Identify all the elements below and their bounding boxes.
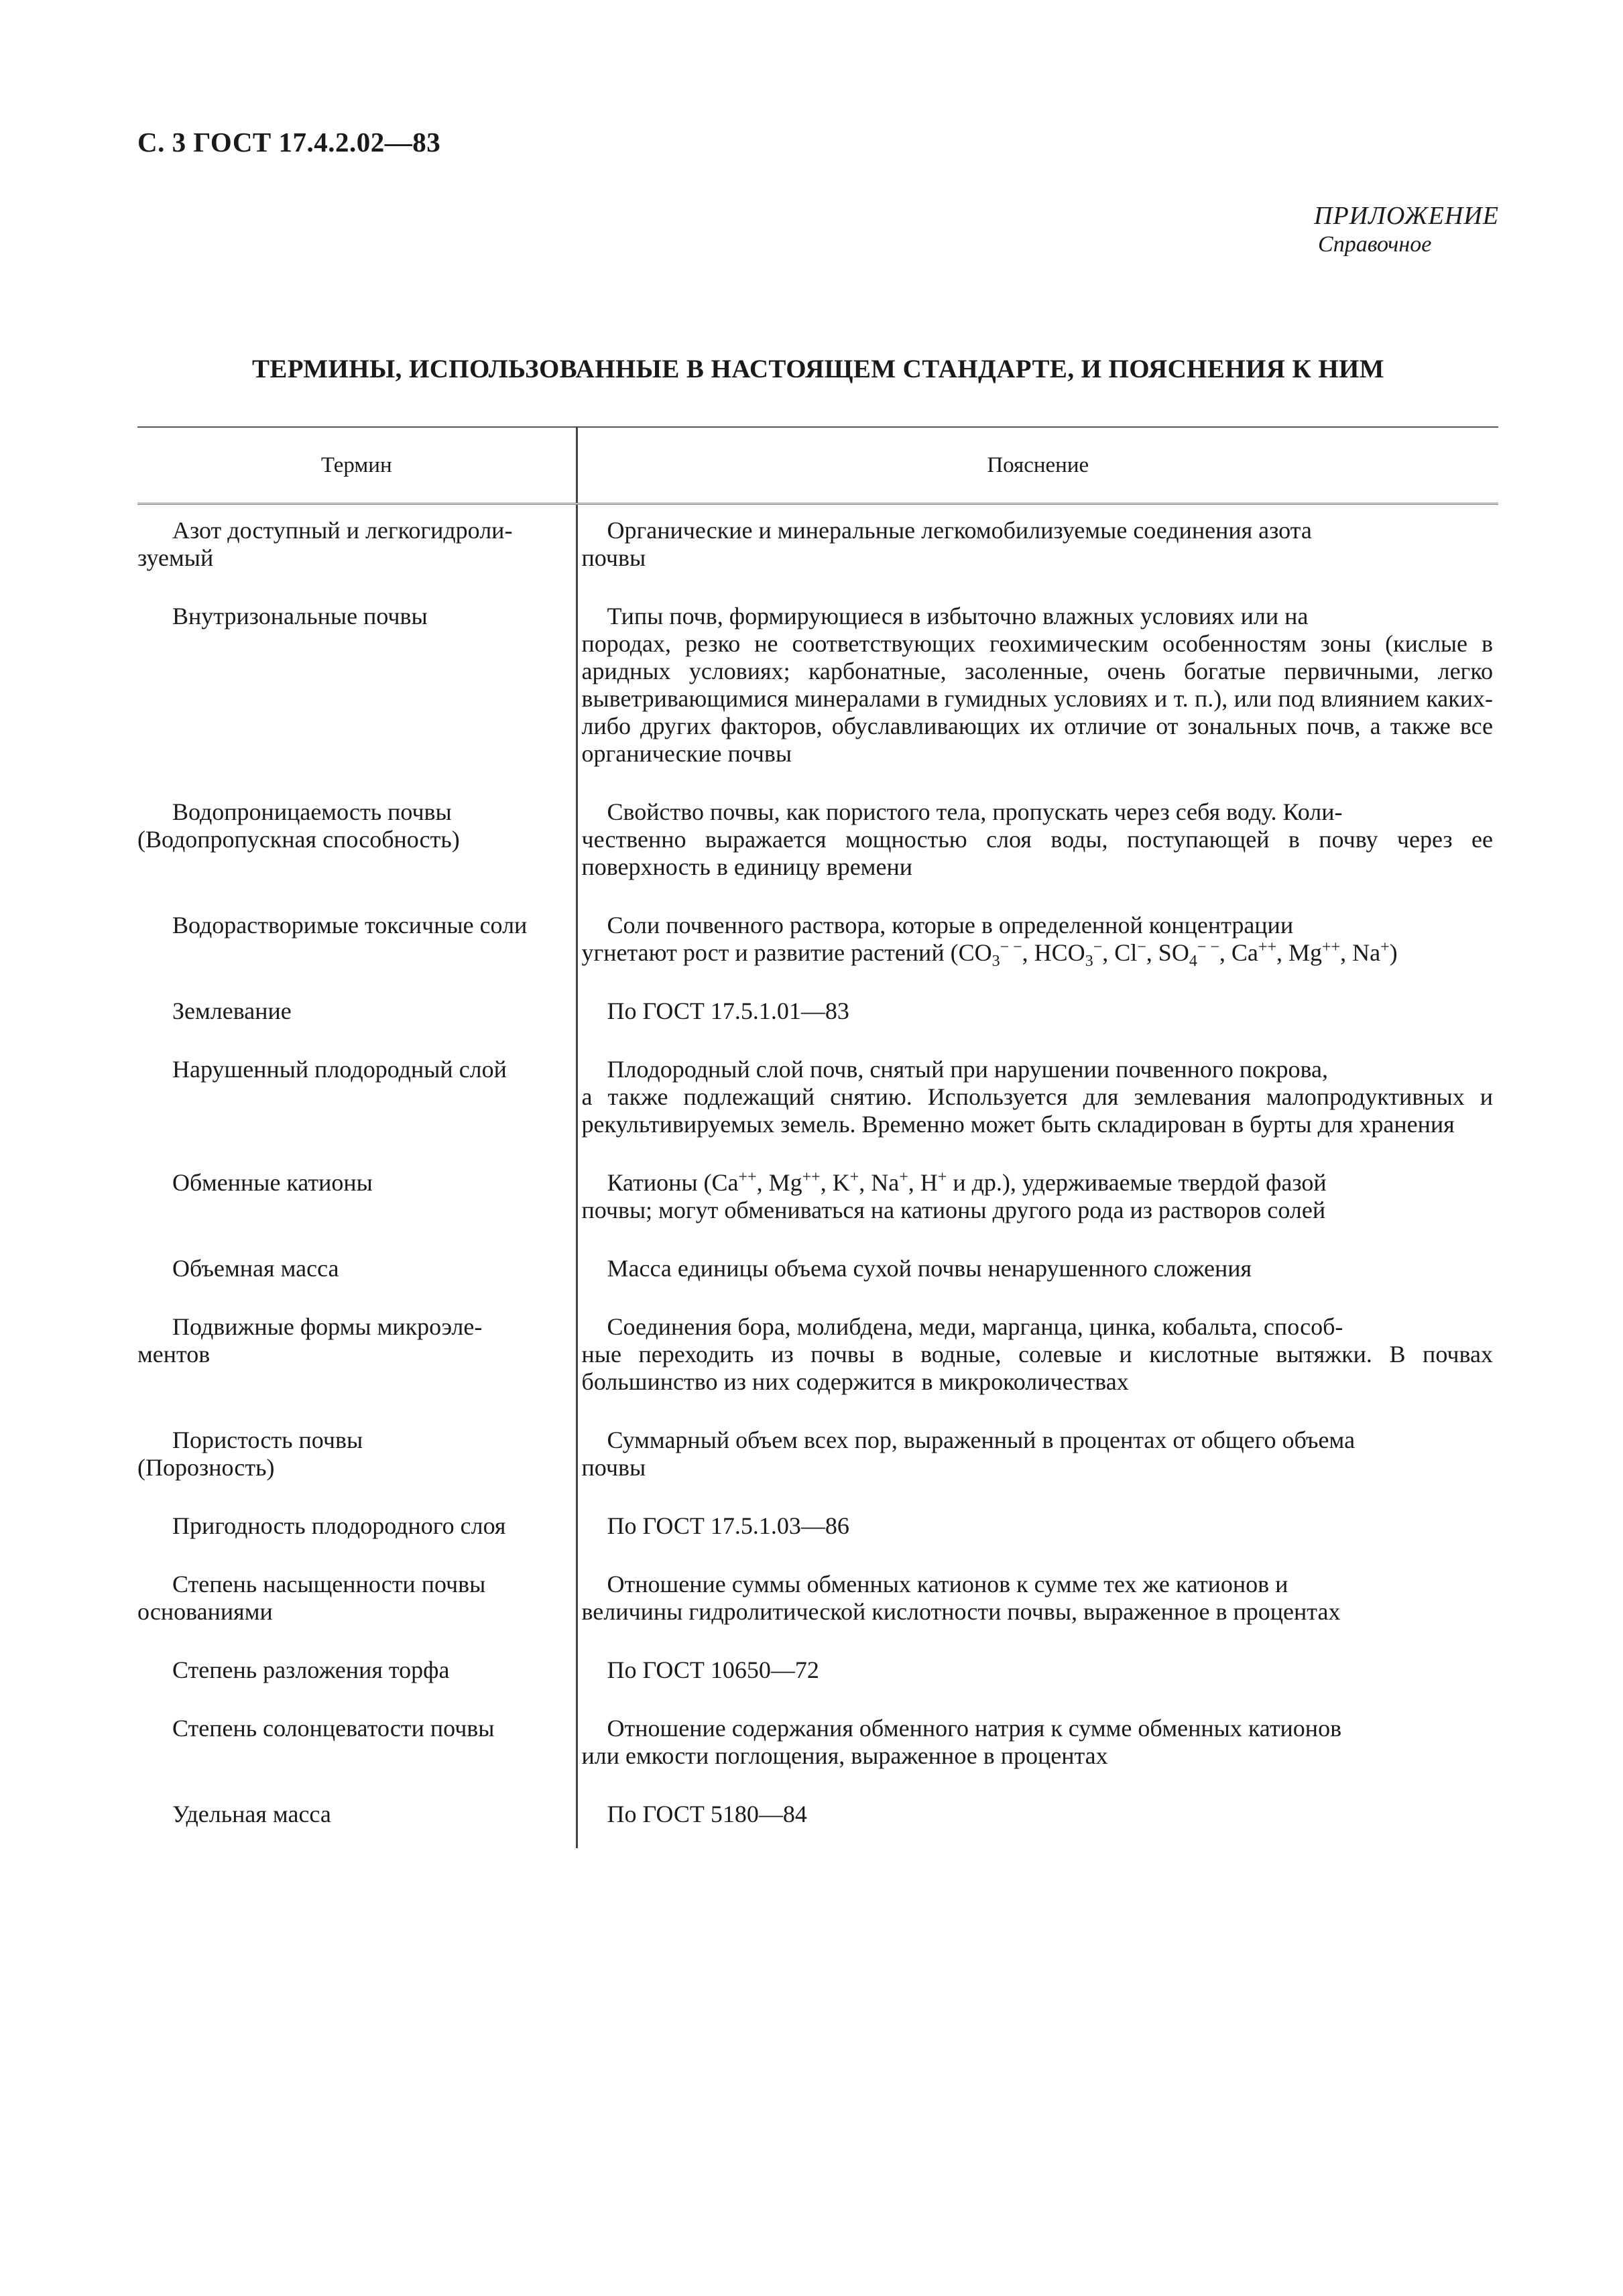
explanation-text-cont: почвы	[581, 1454, 646, 1481]
explanation-text-cont: почвы; могут обмениваться на катионы другого рода из растворов солей	[581, 1197, 1326, 1223]
column-header-term: Термин	[137, 427, 577, 504]
explanation-text: Свойство почвы, как пористого тела, пропускать через себя воду. Коли-	[607, 798, 1343, 825]
terms-table	[137, 426, 1498, 1848]
table-row	[137, 998, 1498, 1025]
table-row	[137, 1427, 1498, 1482]
appendix-label	[1314, 201, 1499, 257]
appendix-title: ПРИЛОЖЕНИЕ	[1314, 202, 1499, 230]
explanation-text-cont: величины гидролитической кислотности почвы, выраженное в процентах	[581, 1598, 1341, 1625]
explanation-text: Соединения бора, молибдена, меди, марганца, цинка, кобальта, способ-	[607, 1313, 1343, 1340]
term-text: Внутризональные почвы	[172, 603, 428, 629]
explanation-text-cont: чественно выражается мощностью слоя воды, поступающей в почву через ее поверхность в единицу времени	[581, 826, 1493, 880]
term-text-cont: зуемый	[137, 544, 214, 571]
term-text-cont: (Порозность)	[137, 1454, 275, 1481]
table-row	[137, 1056, 1498, 1138]
explanation-text: Суммарный объем всех пор, выраженный в процентах от общего объема	[607, 1427, 1356, 1453]
term-text: Обменные катионы	[172, 1169, 373, 1196]
table-row	[137, 1571, 1498, 1626]
term-text: Азот доступный и легкогидроли-	[172, 517, 513, 544]
table-row	[137, 517, 1498, 572]
explanation-text: По ГОСТ 17.5.1.03—86	[607, 1512, 849, 1539]
term-text: Удельная масса	[172, 1801, 331, 1827]
explanation-text: По ГОСТ 17.5.1.01—83	[607, 998, 849, 1024]
appendix-type: Справочное	[1318, 232, 1432, 257]
table-row	[137, 1801, 1498, 1828]
table-row	[137, 912, 1498, 967]
term-text: Водорастворимые токсичные соли	[172, 912, 528, 939]
table-row	[137, 1656, 1498, 1684]
explanation-text: Соли почвенного раствора, которые в определенной концентрации	[607, 912, 1294, 939]
explanation-text: Органические и минеральные легкомобилизуемые соединения азота	[607, 517, 1312, 544]
explanation-text: По ГОСТ 10650—72	[607, 1656, 819, 1683]
explanation-text: Типы почв, формирующиеся в избыточно влажных условиях или на	[607, 603, 1309, 629]
term-text: Объемная масса	[172, 1255, 339, 1282]
table-row	[137, 1169, 1498, 1224]
term-text: Пористость почвы	[172, 1427, 363, 1453]
table-row	[137, 1313, 1498, 1396]
explanation-text-cont: или емкости поглощения, выраженное в процентах	[581, 1742, 1108, 1769]
term-text-cont: ментов	[137, 1341, 211, 1368]
term-text: Пригодность плодородного слоя	[172, 1512, 506, 1539]
explanation-text: Отношение содержания обменного натрия к сумме обменных катионов	[607, 1715, 1342, 1742]
explanation-text: По ГОСТ 5180—84	[607, 1801, 807, 1827]
term-text: Степень солонцеватости почвы	[172, 1715, 495, 1742]
explanation-text: Плодородный слой почв, снятый при нарушении почвенного покрова,	[607, 1056, 1329, 1083]
explanation-text: Отношение суммы обменных катионов к сумме тех же катионов и	[607, 1571, 1288, 1597]
table-header-row	[137, 427, 1498, 504]
table-row	[137, 1715, 1498, 1770]
explanation-text-cont: ные переходить из почвы в водные, солевые и кислотные вытяжки. В почвах большинство из них содержится в микроколичествах	[581, 1341, 1493, 1395]
document-title: ТЕРМИНЫ, ИСПОЛЬЗОВАННЫЕ В НАСТОЯЩЕМ СТАНДАРТЕ, И ПОЯСНЕНИЯ К НИМ	[251, 355, 1385, 383]
term-text: Подвижные формы микроэле-	[172, 1313, 483, 1340]
table-row	[137, 603, 1498, 768]
explanation-text: Катионы (Ca++, Mg++, K+, Na+, H+ и др.), удерживаемые твердой фазой	[607, 1168, 1327, 1196]
explanation-text: Масса единицы объема сухой почвы ненарушенного сложения	[607, 1255, 1252, 1282]
term-text: Степень разложения торфа	[172, 1656, 450, 1683]
explanation-text-cont: почвы	[581, 544, 646, 571]
term-text-cont: основаниями	[137, 1598, 273, 1625]
table-row	[137, 1512, 1498, 1540]
term-text: Водопроницаемость почвы	[172, 798, 452, 825]
table-row	[137, 1255, 1498, 1282]
table-row	[137, 798, 1498, 881]
explanation-text-cont: породах, резко не соответствующих геохимическим особенностям зоны (кислые в аридных условиях; карбонатные, засоленные, очень богатые первичными, легко выветривающимися минералами в гумидных условиях и т. п.), или под влиянием каких-либо других факторов, обуславливающих их отличие от зональных почв, а также все органические почвы	[581, 630, 1493, 767]
column-header-explanation: Пояснение	[987, 452, 1089, 477]
term-text-cont: (Водопропускная способность)	[137, 826, 460, 853]
term-text: Нарушенный плодородный слой	[172, 1056, 507, 1083]
explanation-text-cont: угнетают рост и развитие растений ($CO_3^{- -}$, $HCO_3^-$, Cl−, $SO_4^{- -}$, Ca++, Mg++, Na+)	[581, 939, 1398, 971]
explanation-text-cont: а также подлежащий снятию. Используется для землевания малопродуктивных и рекультивируемых земель. Временно может быть складирован в бурты для хранения	[581, 1083, 1493, 1138]
page-header: С. 3 ГОСТ 17.4.2.02—83	[137, 127, 441, 158]
term-text: Степень насыщенности почвы	[172, 1571, 486, 1597]
term-text: Землевание	[172, 998, 292, 1024]
